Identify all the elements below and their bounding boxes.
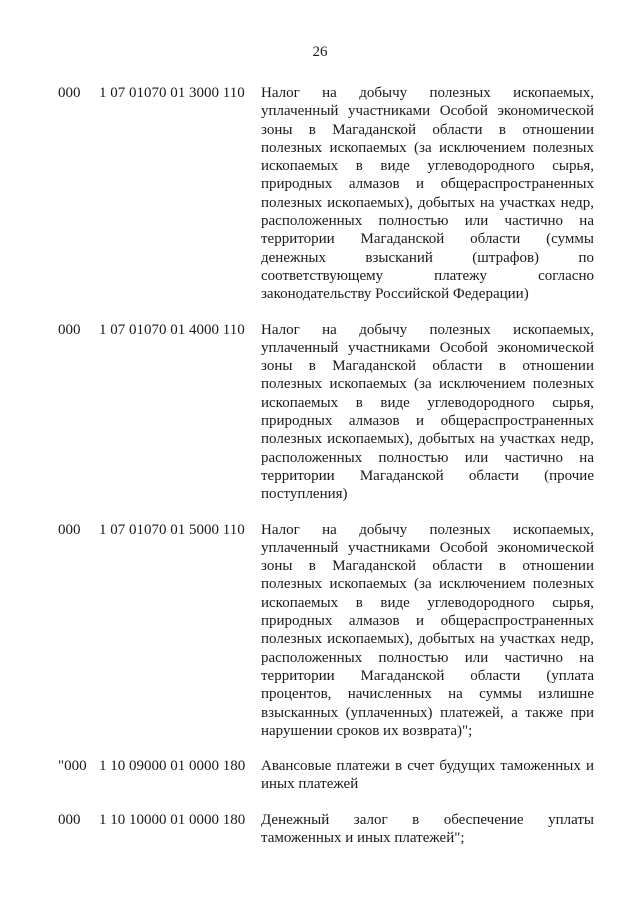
revenue-name: Налог на добычу полезных ископаемых, уплаченный участниками Особой экономической зоны в Магаданской области в отношении полезных ископаемых (за исключением полезных ископаемых в виде углеводородного сырья, природных алмазов и общераспространенных полезных ископаемых), добытых на участках недр, расположенных полностью или частично на территории Магаданской области (уплата процентов, начисленных на суммы излишне взысканных (уплаченных) платежей, а также при нарушении сроков их возврата)";: [261, 521, 594, 739]
table-row: [0, 521, 640, 741]
table-row: [0, 757, 640, 794]
budget-classification-code: 1 07 01070 01 4000 110: [99, 321, 245, 338]
revenue-name: Авансовые платежи в счет будущих таможенных и иных платежей: [261, 758, 594, 793]
budget-classification-code: 1 07 01070 01 3000 110: [99, 85, 245, 101]
admin-code: "000: [58, 758, 87, 775]
revenue-name: Налог на добычу полезных ископаемых, уплаченный участниками Особой экономической зоны в Магаданской области в отношении полезных ископаемых (за исключением полезных ископаемых в виде углеводородного сырья, природных алмазов и общераспространенных полезных ископаемых), добытых на участках недр, расположенных полностью или частично на территории Магаданской области (суммы денежных взысканий (штрафов) по соответствующему платежу согласно законодательству Российской Федерации): [261, 85, 594, 303]
revenue-name: Налог на добычу полезных ископаемых, уплаченный участниками Особой экономической зоны в Магаданской области в отношении полезных ископаемых (за исключением полезных ископаемых в виде углеводородного сырья, природных алмазов и общераспространенных полезных ископаемых), добытых на участках недр, расположенных полностью или частично на территории Магаданской области (прочие поступления): [261, 321, 594, 503]
page-number: 26: [312, 44, 328, 60]
budget-classification-code: 1 10 09000 01 0000 180: [99, 758, 246, 775]
table-row: [0, 321, 640, 504]
table-row: [0, 811, 640, 848]
budget-classification-code: 1 07 01070 01 5000 110: [99, 521, 245, 538]
admin-code: 000: [58, 85, 81, 101]
admin-code: 000: [58, 321, 81, 338]
budget-classification-code: 1 10 10000 01 0000 180: [99, 811, 246, 828]
code-table: [0, 84, 640, 864]
admin-code: 000: [58, 521, 81, 538]
revenue-name: Денежный залог в обеспечение уплаты таможенных и иных платежей";: [261, 811, 594, 846]
table-row: [0, 84, 640, 304]
admin-code: 000: [58, 811, 81, 828]
